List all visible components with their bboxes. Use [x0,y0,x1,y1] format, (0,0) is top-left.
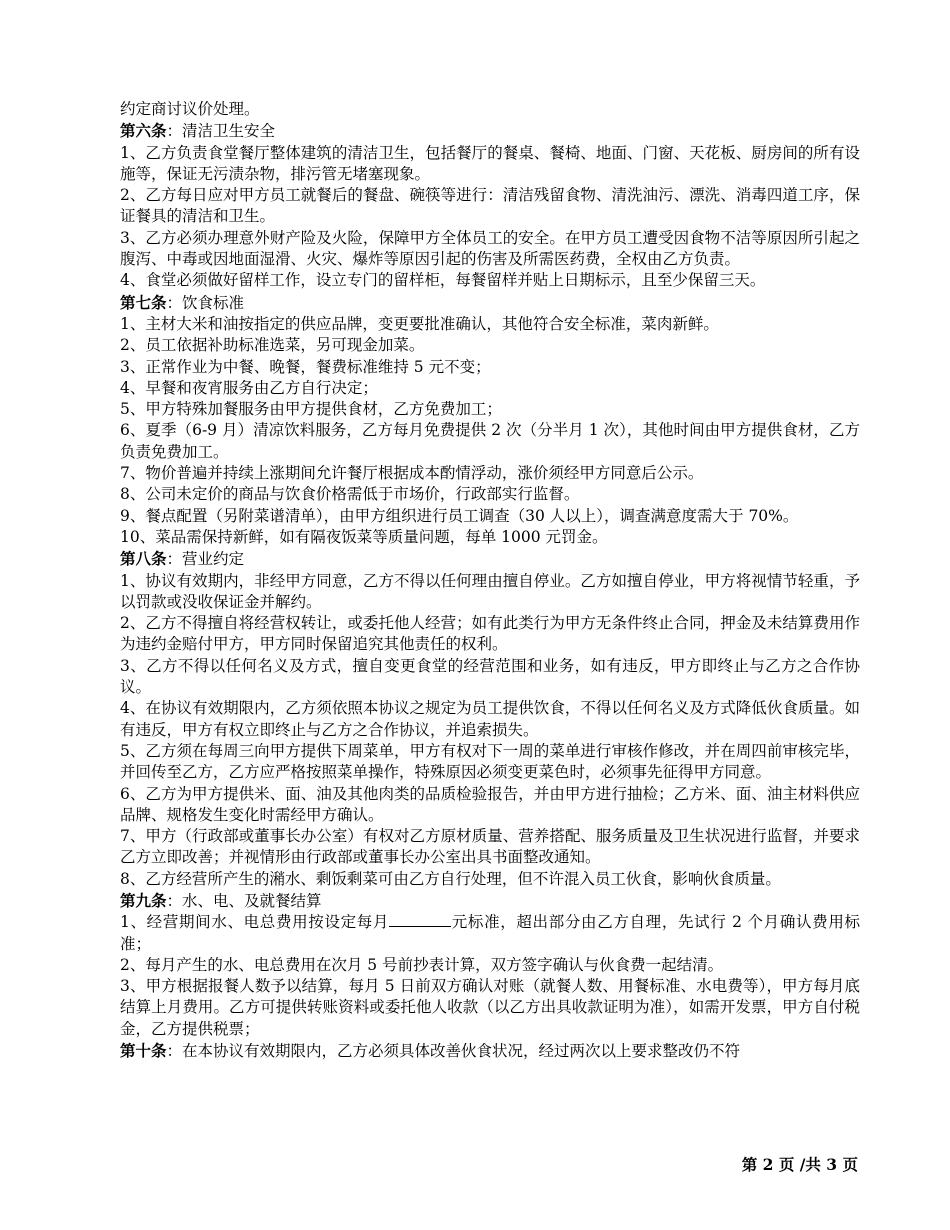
clause-8-8: 8、乙方经营所产生的潲水、剩饭剩菜可由乙方自行处理，但不许混入员工伙食，影响伙食质量。 [120,869,781,888]
clause-9-1-pre: 1、经营期间水、电总费用按设定每月 [120,913,390,932]
clause-8-1: 1、协议有效期内，非经甲方同意，乙方不得以任何理由擅自停业。乙方如擅自停业，甲方将视情节轻重，予以罚款或没收保证金并解约。 [120,571,860,611]
section-6-label: 第六条 [120,121,167,141]
section-10-label: 第十条 [120,1041,167,1061]
clause-7-5: 5、甲方特殊加餐服务由甲方提供食材，乙方免费加工； [120,400,502,419]
clause-9-1-post: 元标准，超出部分由乙方自理，先试行 2 个月确认费用标准； [120,913,860,953]
section-10 [120,1040,860,1062]
page-number: 第 2 页 /共 3 页 [741,1155,858,1174]
clause-7-4: 4、早餐和夜宵服务由乙方自行决定； [120,378,378,397]
clause-8-3: 3、乙方不得以任何名义及方式，擅自变更食堂的经营范围和业务，如有违反，甲方即终止与乙方之合作协议。 [120,656,860,697]
clause-8-5: 5、乙方须在每周三向甲方提供下周菜单，甲方有权对下一周的菜单进行审核作修改，并在周四前审核完毕，并回传至乙方，乙方应严格按照菜单操作，特殊原因必须变更菜色时，必须事先征得甲方同意。 [120,741,860,782]
section-7-label: 第七条 [120,292,167,312]
clause-7-1: 1、主材大米和油按指定的供应品牌，变更要批准确认，其他符合安全标准，菜肉新鲜。 [120,314,719,333]
clause-6-4: 4、食堂必须做好留样工作，设立专门的留样柜，每餐留样并贴上日期标示，且至少保留三天。 [120,271,766,290]
section-9-heading [120,890,860,912]
section-10-text: ：在本协议有效期限内，乙方必须具体改善伙食状况，经过两次以上要求整改仍不符 [166,1042,741,1061]
section-7-title: ：饮食标准 [166,293,245,312]
section-9-title: ：水、电、及就餐结算 [166,891,322,910]
section-8-label: 第八条 [120,549,167,569]
clause-9-1 [120,912,860,955]
clause-7-2: 2、员工依据补助标准选菜，另可现金加菜。 [120,336,425,355]
clause-6-2: 2、乙方每日应对甲方员工就餐后的餐盘、碗筷等进行：清洁残留食物、清洗油污、漂洗、消毒四道工序，保证餐具的清洁和卫生。 [120,186,860,226]
clause-9-2: 2、每月产生的水、电总费用在次月 5 号前抄表计算，双方签字确认与伙食费一起结清。 [120,955,724,974]
clause-7-7: 7、物价普遍并持续上涨期间允许餐厅根据成本酌情浮动，涨价须经甲方同意后公示。 [120,464,704,483]
section-8-heading [120,548,860,570]
clause-9-3: 3、甲方根据报餐人数予以结算，每月 5 日前双方确认对账（就餐人数、用餐标准、水电费等），甲方每月底结算上月费用。乙方可提供转账资料或委托他人收款（以乙方出具收款证明为准），如需开发票，甲方自付税金，乙方提供税票； [120,977,860,1038]
clause-7-3: 3、正常作业为中餐、晚餐，餐费标准维持 5 元不变； [120,357,491,376]
clause-6-1: 1、乙方负责食堂餐厅整体建筑的清洁卫生，包括餐厅的餐桌、餐椅、地面、门窗、天花板、厨房间的所有设施等，保证无污渍杂物，排污管无堵塞现象。 [120,143,860,183]
clause-8-7: 7、甲方（行政部或董事长办公室）有权对乙方原材质量、营养搭配、服务质量及卫生状况进行监督，并要求乙方立即改善；并视情形由行政部或董事长办公室出具书面整改通知。 [120,827,860,867]
section-6-heading [120,120,860,142]
clause-8-4: 4、在协议有效期限内，乙方须依照本协议之规定为员工提供饮食，不得以任何名义及方式降低伙食质量。如有违反，甲方有权立即终止与乙方之合作协议，并追索损失。 [120,699,860,739]
clause-7-6: 6、夏季（6-9 月）清凉饮料服务，乙方每月免费提供 2 次（分半月 1 次），其他时间由甲方提供食材，乙方负责免费加工。 [120,421,860,461]
contract-body [120,99,860,1062]
fee-blank-line [389,912,451,927]
section-6-title: ：清洁卫生安全 [166,122,276,141]
clause-7-10: 10、菜品需保持新鲜，如有隔夜饭菜等质量问题，每单 1000 元罚金。 [120,527,608,546]
section-8-title: ：营业约定 [166,550,245,569]
clause-6-3: 3、乙方必须办理意外财产险及火险，保障甲方全体员工的安全。在甲方员工遭受因食物不洁等原因所引起之腹泻、中毒或因地面湿滑、火灾、爆炸等原因引起的伤害及所需医药费，全权由乙方负责。 [120,228,860,269]
clause-7-8: 8、公司未定价的商品与饮食价格需低于市场价，行政部实行监督。 [120,485,580,504]
clause-8-2: 2、乙方不得擅自将经营权转让，或委托他人经营；如有此类行为甲方无条件终止合同，押金及未结算费用作为违约金赔付甲方，甲方同时保留追究其他责任的权利。 [120,614,860,654]
clause-7-9: 9、餐点配置（另附菜谱清单），由甲方组织进行员工调查（30 人以上），调查满意度需大于 70%。 [120,506,799,525]
section-7-heading [120,292,860,314]
clause-8-6: 6、乙方为甲方提供米、面、油及其他肉类的品质检验报告，并由甲方进行抽检；乙方米、面、油主材料供应品牌、规格发生变化时需经甲方确认。 [120,784,860,824]
section-9-label: 第九条 [120,890,167,910]
intro-line: 约定商讨议价处理。 [120,100,260,118]
